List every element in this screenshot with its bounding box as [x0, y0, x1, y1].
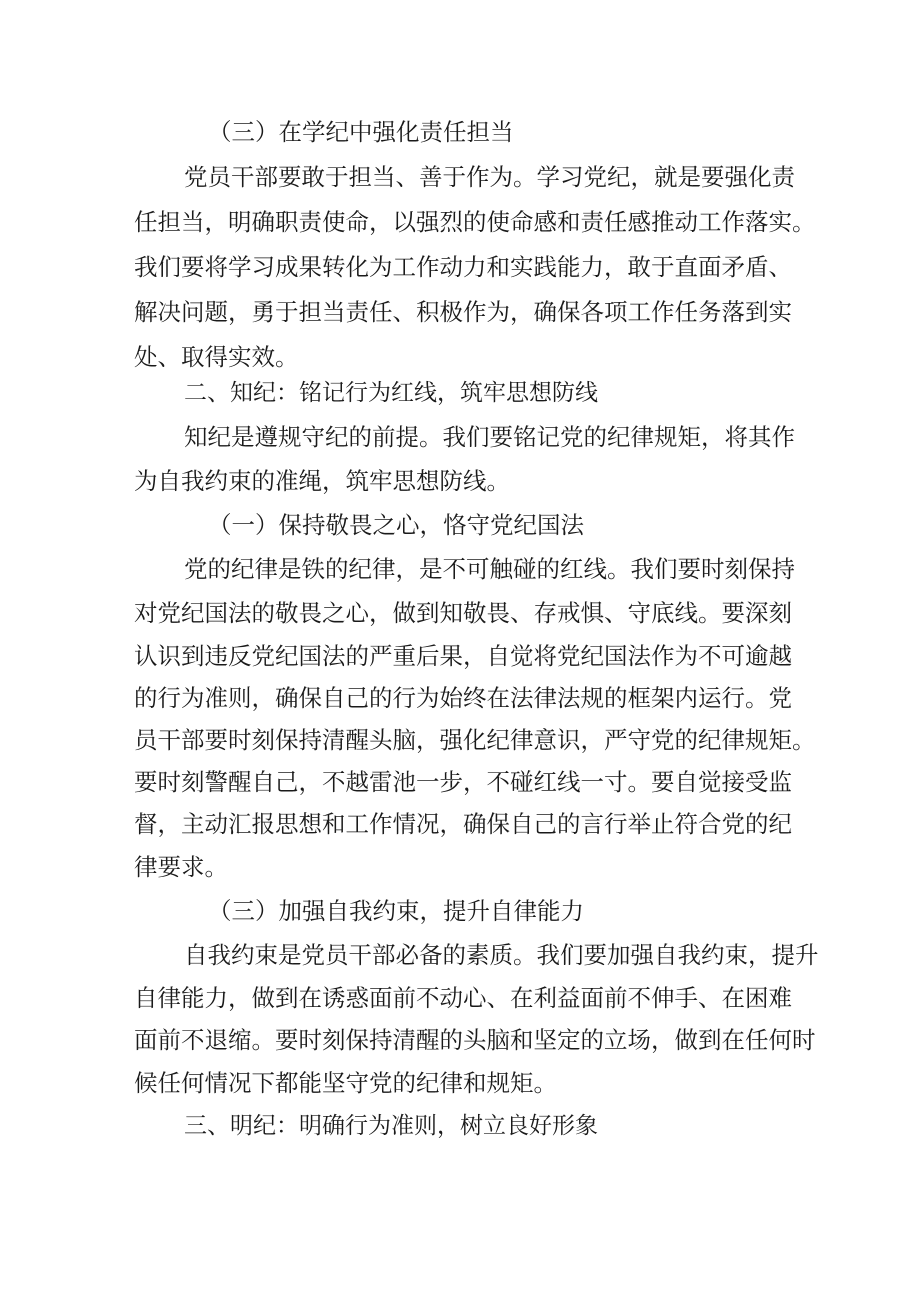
paragraph-line: 员干部要时刻保持清醒头脑，强化纪律意识，严守党的纪律规矩。	[134, 726, 816, 754]
subheading-3-1: （三）在学纪中强化责任担当	[208, 118, 514, 146]
paragraph-line: 自我约束是党员干部必备的素质。我们要加强自我约束，提升	[184, 941, 819, 969]
paragraph-line: 处、取得实效。	[134, 343, 299, 371]
paragraph-line: 督，主动汇报思想和工作情况，确保自己的言行举止符合党的纪	[134, 810, 792, 838]
paragraph-line: 知纪是遵规守纪的前提。我们要铭记党的纪律规矩，将其作	[184, 423, 795, 451]
paragraph-line: 认识到违反党纪国法的严重后果，自觉将党纪国法作为不可逾越	[134, 642, 792, 670]
paragraph-line: 自律能力，做到在诱惑面前不动心、在利益面前不伸手、在困难	[134, 984, 792, 1012]
paragraph-line: 党的纪律是铁的纪律，是不可触碰的红线。我们要时刻保持	[184, 555, 795, 583]
paragraph-line: 对党纪国法的敬畏之心，做到知敬畏、存戒惧、守底线。要深刻	[134, 599, 792, 627]
section-heading-3: 三、明纪：明确行为准则，树立良好形象	[184, 1113, 598, 1139]
paragraph-line: 要时刻警醒自己，不越雷池一步，不碰红线一寸。要自觉接受监	[134, 768, 792, 796]
paragraph-line: 解决问题，勇于担当责任、积极作为，确保各项工作任务落到实	[134, 298, 792, 326]
subheading-2-1: （一）保持敬畏之心，恪守党纪国法	[208, 511, 584, 539]
paragraph-line: 律要求。	[134, 853, 228, 881]
paragraph-line: 我们要将学习成果转化为工作动力和实践能力，敢于直面矛盾、	[134, 253, 792, 281]
paragraph-line: 面前不退缩。要时刻保持清醒的头脑和坚定的立场，做到在任何时	[134, 1026, 816, 1054]
section-heading-2: 二、知纪：铭记行为红线，筑牢思想防线	[184, 380, 598, 406]
subheading-2-3: （三）加强自我约束，提升自律能力	[208, 897, 584, 925]
paragraph-line: 党员干部要敢于担当、善于作为。学习党纪，就是要强化责	[184, 163, 795, 191]
paragraph-line: 任担当，明确职责使命，以强烈的使命感和责任感推动工作落实。	[134, 208, 816, 236]
paragraph-line: 为自我约束的准绳，筑牢思想防线。	[134, 467, 510, 495]
paragraph-line: 的行为准则，确保自己的行为始终在法律法规的框架内运行。党	[134, 684, 792, 712]
paragraph-line: 候任何情况下都能坚守党的纪律和规矩。	[134, 1069, 557, 1097]
